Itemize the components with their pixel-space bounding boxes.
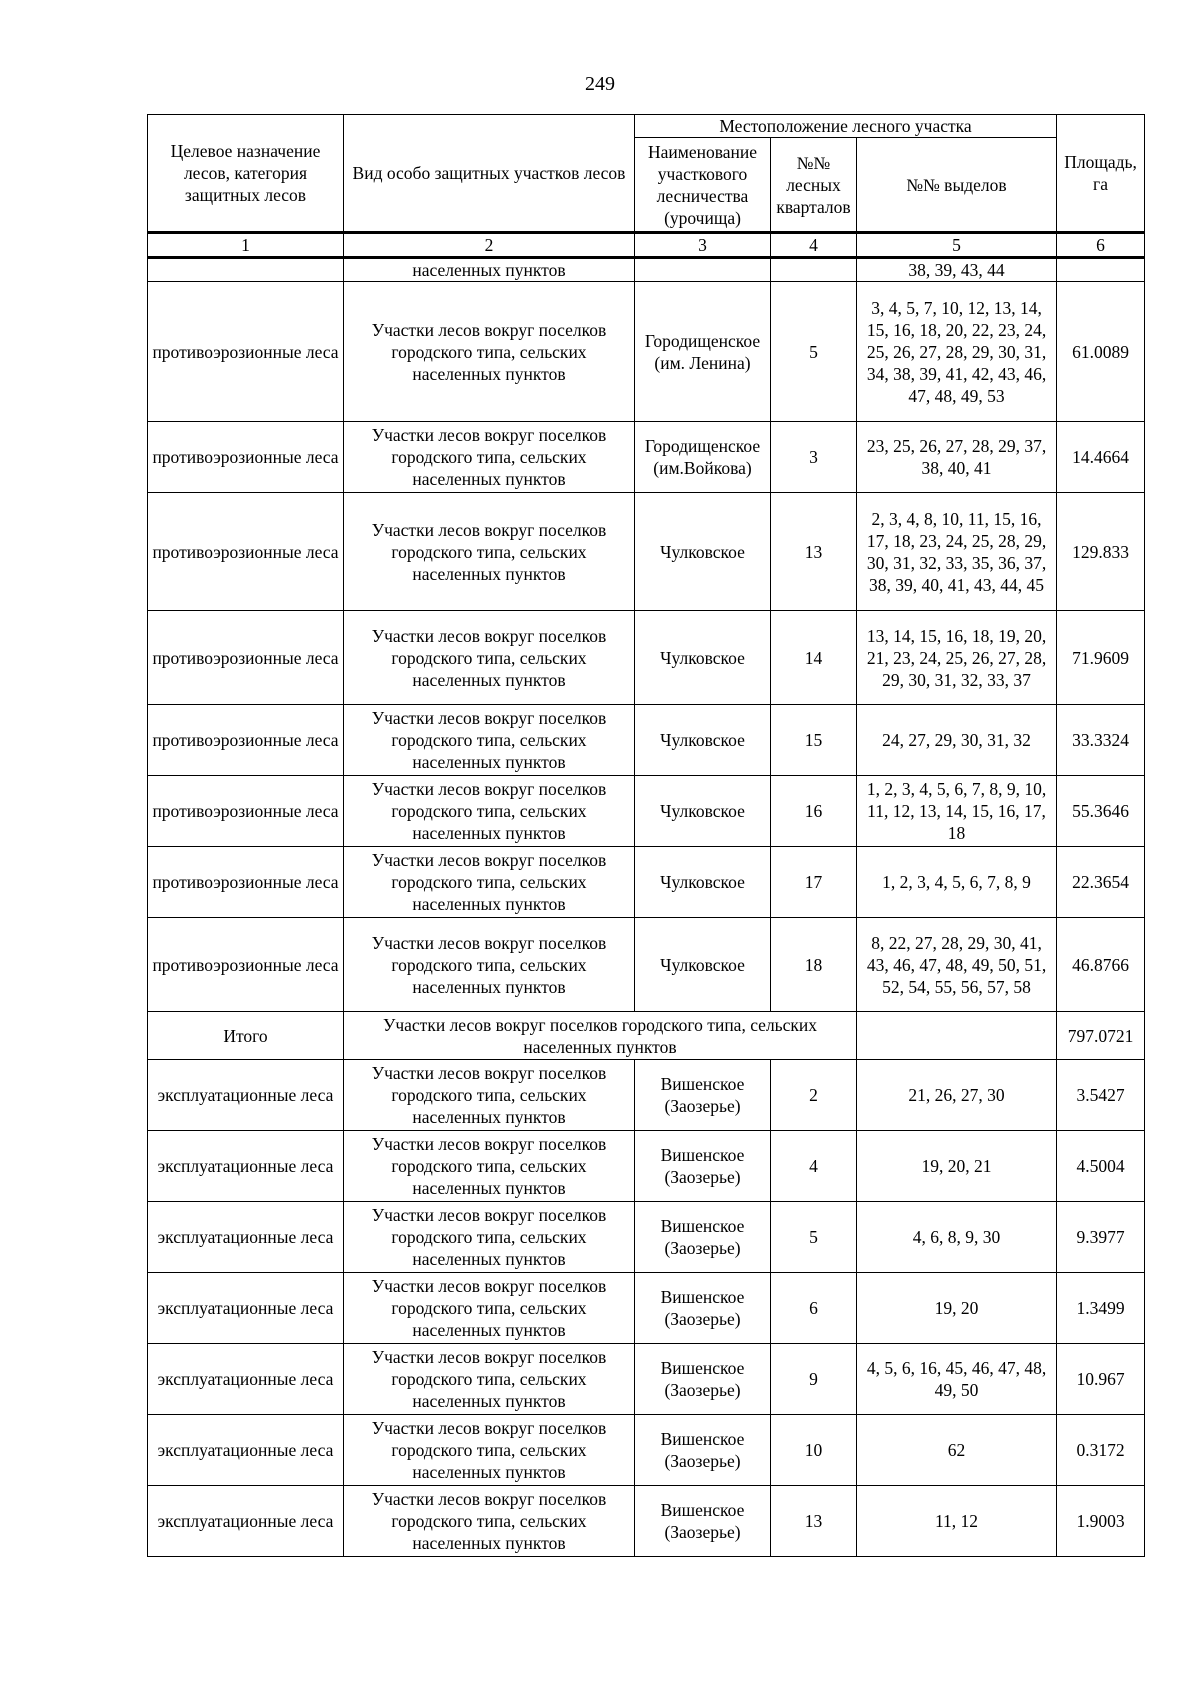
cell-type: Участки лесов вокруг поселков городского типа, сельских населенных пунктов — [344, 611, 635, 705]
cell-type: Участки лесов вокруг поселков городского типа, сельских населенных пунктов — [344, 1486, 635, 1557]
column-numbers-row — [148, 233, 1145, 258]
table-row — [148, 1486, 1145, 1557]
column-number: 6 — [1057, 233, 1145, 258]
table-row — [148, 611, 1145, 705]
table-row — [148, 1131, 1145, 1202]
cell-plots: 19, 20, 21 — [857, 1131, 1057, 1202]
forest-plots-table — [147, 114, 1145, 1557]
cell-area: 1.3499 — [1057, 1273, 1145, 1344]
cell-forestry: Вишенское (Заозерье) — [635, 1273, 771, 1344]
cell-quarter: 9 — [771, 1344, 857, 1415]
cell-forestry: Чулковское — [635, 776, 771, 847]
table-row — [148, 493, 1145, 611]
cell-forestry: Чулковское — [635, 611, 771, 705]
cell-plots: 4, 5, 6, 16, 45, 46, 47, 48, 49, 50 — [857, 1344, 1057, 1415]
cell-area: 71.9609 — [1057, 611, 1145, 705]
cell-type: Участки лесов вокруг поселков городского типа, сельских населенных пунктов — [344, 282, 635, 422]
cell-area: 33.3324 — [1057, 705, 1145, 776]
cell-purpose: противоэрозионные леса — [148, 705, 344, 776]
cell-plots: 1, 2, 3, 4, 5, 6, 7, 8, 9 — [857, 847, 1057, 918]
cell-quarter: 17 — [771, 847, 857, 918]
cell-forestry: Вишенское (Заозерье) — [635, 1202, 771, 1273]
table-row — [148, 705, 1145, 776]
cell-type: Участки лесов вокруг поселков городского типа, сельских населенных пунктов — [344, 1415, 635, 1486]
cell-quarter: 18 — [771, 918, 857, 1012]
header-type: Вид особо защитных участков лесов — [344, 115, 635, 233]
column-number: 2 — [344, 233, 635, 258]
cell-type: Участки лесов вокруг поселков городского типа, сельских населенных пунктов — [344, 776, 635, 847]
cell-type: Участки лесов вокруг поселков городского типа, сельских населенных пунктов — [344, 1060, 635, 1131]
cell-type: Участки лесов вокруг поселков городского типа, сельских населенных пунктов — [344, 1344, 635, 1415]
cell-type: Участки лесов вокруг поселков городского типа, сельских населенных пунктов — [344, 847, 635, 918]
table-row — [148, 1202, 1145, 1273]
cell-area: 10.967 — [1057, 1344, 1145, 1415]
cell-quarter: 14 — [771, 611, 857, 705]
cell-plots: 2, 3, 4, 8, 10, 11, 15, 16, 17, 18, 23, 24, 25, 28, 29, 30, 31, 32, 33, 35, 36, 37, 38, 39, 40, 41, 43, 44, 45 — [857, 493, 1057, 611]
cell-forestry: Чулковское — [635, 918, 771, 1012]
cell-quarter: 10 — [771, 1415, 857, 1486]
cell-area: 14.4664 — [1057, 422, 1145, 493]
cell-purpose: эксплуатационные леса — [148, 1344, 344, 1415]
cell-area: 9.3977 — [1057, 1202, 1145, 1273]
cell-area — [1057, 258, 1145, 282]
column-number: 5 — [857, 233, 1057, 258]
column-number: 3 — [635, 233, 771, 258]
table-row — [148, 776, 1145, 847]
cell-quarter: 2 — [771, 1060, 857, 1131]
cell-type: Участки лесов вокруг поселков городского типа, сельских населенных пунктов — [344, 1273, 635, 1344]
cell-plots: 3, 4, 5, 7, 10, 12, 13, 14, 15, 16, 18, 20, 22, 23, 24, 25, 26, 27, 28, 29, 30, 31, 34, 38, 39, 41, 42, 43, 46, 47, 48, 49, 53 — [857, 282, 1057, 422]
cell-forestry: Вишенское (Заозерье) — [635, 1415, 771, 1486]
cell-area: 1.9003 — [1057, 1486, 1145, 1557]
header-location-group: Местоположение лесного участка — [635, 115, 1057, 138]
table-row — [148, 918, 1145, 1012]
table-row — [148, 1344, 1145, 1415]
total-plots — [857, 1012, 1057, 1060]
header-area: Площадь, га — [1057, 115, 1145, 233]
cell-purpose: эксплуатационные леса — [148, 1273, 344, 1344]
cell-purpose: эксплуатационные леса — [148, 1415, 344, 1486]
table-row — [148, 1415, 1145, 1486]
cell-forestry: Чулковское — [635, 705, 771, 776]
cell-forestry: Городищенское (им. Ленина) — [635, 282, 771, 422]
cell-quarter: 4 — [771, 1131, 857, 1202]
cell-type: Участки лесов вокруг поселков городского типа, сельских населенных пунктов — [344, 918, 635, 1012]
column-number: 1 — [148, 233, 344, 258]
cell-forestry: Городищенское (им.Войкова) — [635, 422, 771, 493]
total-row — [148, 1012, 1145, 1060]
cell-purpose: противоэрозионные леса — [148, 776, 344, 847]
cell-area: 46.8766 — [1057, 918, 1145, 1012]
cell-plots: 38, 39, 43, 44 — [857, 258, 1057, 282]
cell-purpose: противоэрозионные леса — [148, 493, 344, 611]
cell-quarter: 13 — [771, 493, 857, 611]
cell-quarter: 5 — [771, 1202, 857, 1273]
table-row — [148, 422, 1145, 493]
cell-plots: 23, 25, 26, 27, 28, 29, 37, 38, 40, 41 — [857, 422, 1057, 493]
cell-purpose: противоэрозионные леса — [148, 611, 344, 705]
column-number: 4 — [771, 233, 857, 258]
cell-area: 22.3654 — [1057, 847, 1145, 918]
cell-area: 4.5004 — [1057, 1131, 1145, 1202]
cell-forestry: Чулковское — [635, 847, 771, 918]
table-row — [148, 258, 1145, 282]
cell-purpose — [148, 258, 344, 282]
table-row — [148, 1060, 1145, 1131]
cell-quarter — [771, 258, 857, 282]
header-forestry: Наименование участкового лесничества (урочища) — [635, 138, 771, 233]
cell-plots: 8, 22, 27, 28, 29, 30, 41, 43, 46, 47, 48, 49, 50, 51, 52, 54, 55, 56, 57, 58 — [857, 918, 1057, 1012]
table-header — [148, 115, 1145, 258]
cell-type: Участки лесов вокруг поселков городского типа, сельских населенных пунктов — [344, 705, 635, 776]
cell-type: Участки лесов вокруг поселков городского типа, сельских населенных пунктов — [344, 422, 635, 493]
header-quarters: №№ лесных кварталов — [771, 138, 857, 233]
cell-forestry: Вишенское (Заозерье) — [635, 1344, 771, 1415]
cell-forestry — [635, 258, 771, 282]
page-number: 249 — [585, 73, 615, 95]
cell-area: 55.3646 — [1057, 776, 1145, 847]
cell-plots: 24, 27, 29, 30, 31, 32 — [857, 705, 1057, 776]
cell-purpose: противоэрозионные леса — [148, 422, 344, 493]
cell-plots: 21, 26, 27, 30 — [857, 1060, 1057, 1131]
cell-quarter: 3 — [771, 422, 857, 493]
cell-quarter: 16 — [771, 776, 857, 847]
cell-quarter: 5 — [771, 282, 857, 422]
table-row — [148, 282, 1145, 422]
cell-plots: 1, 2, 3, 4, 5, 6, 7, 8, 9, 10, 11, 12, 13, 14, 15, 16, 17, 18 — [857, 776, 1057, 847]
cell-forestry: Вишенское (Заозерье) — [635, 1060, 771, 1131]
cell-forestry: Вишенское (Заозерье) — [635, 1131, 771, 1202]
cell-purpose: противоэрозионные леса — [148, 282, 344, 422]
cell-type: населенных пунктов — [344, 258, 635, 282]
cell-plots: 62 — [857, 1415, 1057, 1486]
cell-forestry: Вишенское (Заозерье) — [635, 1486, 771, 1557]
header-purpose: Целевое назначение лесов, категория защитных лесов — [148, 115, 344, 233]
cell-type: Участки лесов вокруг поселков городского типа, сельских населенных пунктов — [344, 493, 635, 611]
cell-purpose: эксплуатационные леса — [148, 1486, 344, 1557]
cell-purpose: эксплуатационные леса — [148, 1060, 344, 1131]
table-row — [148, 847, 1145, 918]
cell-purpose: эксплуатационные леса — [148, 1131, 344, 1202]
table-body — [148, 258, 1145, 1557]
cell-area: 129.833 — [1057, 493, 1145, 611]
cell-forestry: Чулковское — [635, 493, 771, 611]
cell-type: Участки лесов вокруг поселков городского типа, сельских населенных пунктов — [344, 1202, 635, 1273]
total-type: Участки лесов вокруг поселков городского типа, сельских населенных пунктов — [344, 1012, 857, 1060]
cell-area: 61.0089 — [1057, 282, 1145, 422]
cell-plots: 19, 20 — [857, 1273, 1057, 1344]
total-area: 797.0721 — [1057, 1012, 1145, 1060]
header-plots: №№ выделов — [857, 138, 1057, 233]
cell-purpose: противоэрозионные леса — [148, 847, 344, 918]
table-row — [148, 1273, 1145, 1344]
cell-area: 0.3172 — [1057, 1415, 1145, 1486]
cell-type: Участки лесов вокруг поселков городского типа, сельских населенных пунктов — [344, 1131, 635, 1202]
cell-purpose: эксплуатационные леса — [148, 1202, 344, 1273]
cell-plots: 11, 12 — [857, 1486, 1057, 1557]
cell-plots: 4, 6, 8, 9, 30 — [857, 1202, 1057, 1273]
cell-quarter: 6 — [771, 1273, 857, 1344]
cell-quarter: 13 — [771, 1486, 857, 1557]
cell-purpose: противоэрозионные леса — [148, 918, 344, 1012]
cell-area: 3.5427 — [1057, 1060, 1145, 1131]
cell-quarter: 15 — [771, 705, 857, 776]
total-label: Итого — [148, 1012, 344, 1060]
cell-plots: 13, 14, 15, 16, 18, 19, 20, 21, 23, 24, 25, 26, 27, 28, 29, 30, 31, 32, 33, 37 — [857, 611, 1057, 705]
